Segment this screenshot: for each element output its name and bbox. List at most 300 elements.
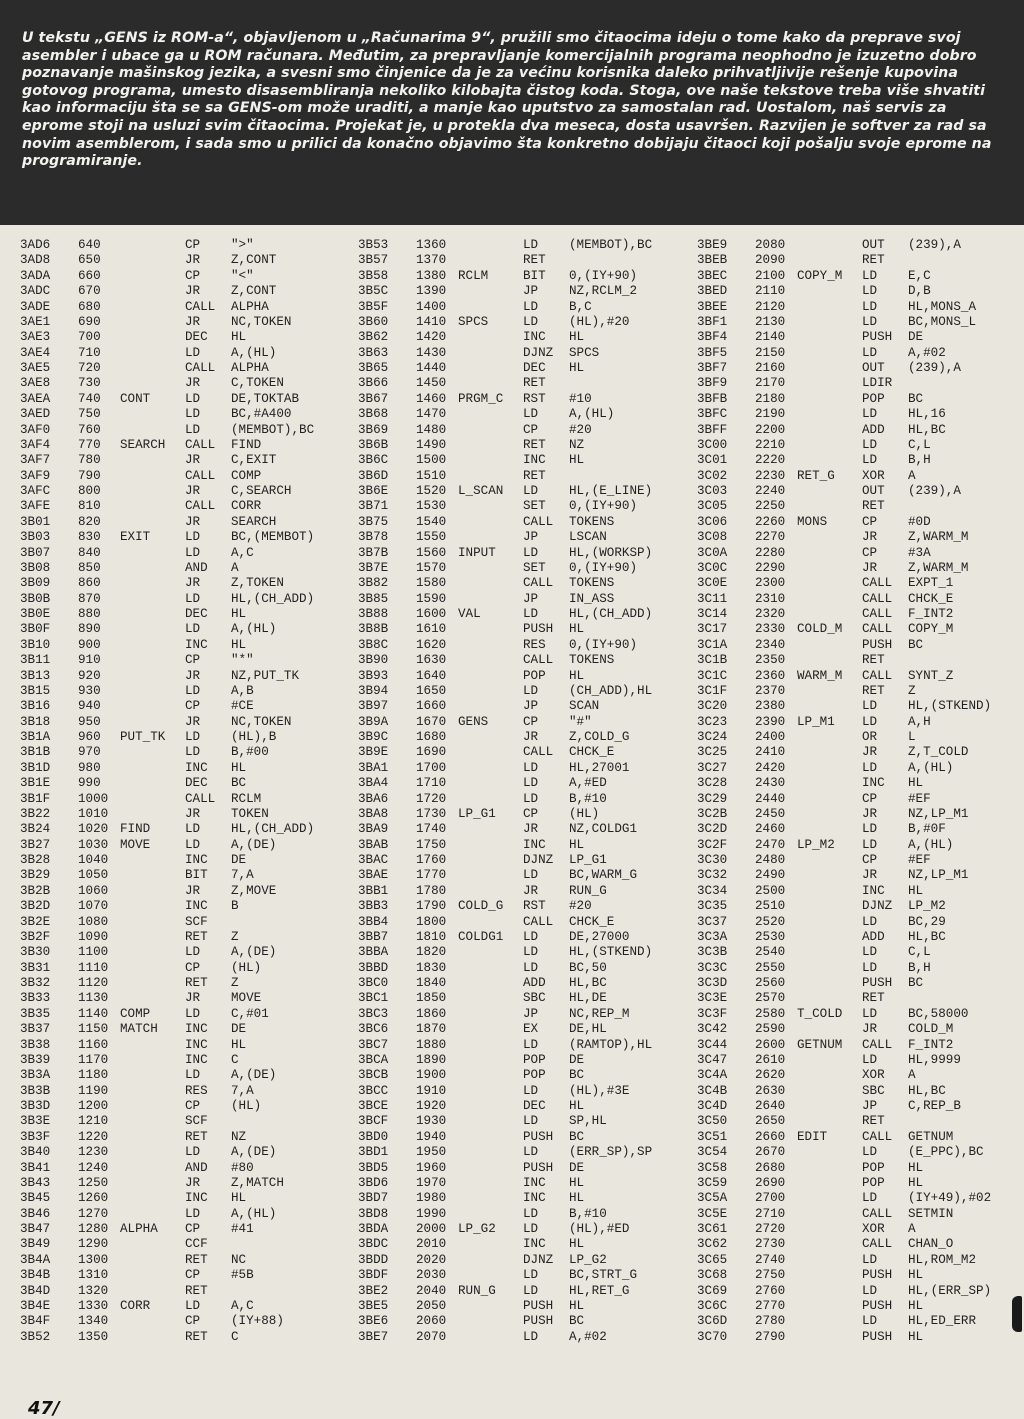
address: 3B18 xyxy=(20,714,51,729)
address: 3C06 xyxy=(697,514,728,529)
address: 3C1A xyxy=(697,637,728,652)
operand: C xyxy=(231,1052,239,1067)
line-number: 2630 xyxy=(755,1083,786,1098)
address: 3B08 xyxy=(20,560,51,575)
line-number: 2390 xyxy=(755,714,786,729)
line-number: 1370 xyxy=(416,253,447,268)
operand: (HL),#20 xyxy=(569,314,630,329)
address: 3C50 xyxy=(697,1114,728,1129)
operand: 0,(IY+90) xyxy=(569,499,638,514)
line-number: 2150 xyxy=(755,345,786,360)
mnemonic: LD xyxy=(185,1145,201,1160)
operand: A xyxy=(908,1222,916,1236)
operand: Z xyxy=(231,976,239,990)
operand: HL,MONS_A xyxy=(908,299,977,314)
line-number: 2300 xyxy=(755,576,786,591)
line-number: 2580 xyxy=(755,1006,786,1021)
operand: FIND xyxy=(231,437,262,452)
operand: A,(HL) xyxy=(231,622,277,637)
address: 3B9E xyxy=(358,745,389,760)
address: 3B38 xyxy=(20,1037,51,1052)
line-number: 730 xyxy=(78,376,101,391)
mnemonic: PUSH xyxy=(523,1314,554,1329)
mnemonic: LD xyxy=(523,945,539,960)
address: 3C70 xyxy=(697,1329,728,1344)
line-number: 1160 xyxy=(78,1037,109,1052)
mnemonic: AND xyxy=(185,560,208,575)
address: 3BF5 xyxy=(697,345,728,360)
address: 3B27 xyxy=(20,837,51,852)
address: 3BF1 xyxy=(697,314,728,329)
mnemonic: PUSH xyxy=(862,1268,893,1283)
operand: (239),A xyxy=(908,238,961,252)
operand: A xyxy=(231,560,239,575)
line-number: 1790 xyxy=(416,899,447,914)
address: 3C5A xyxy=(697,1191,728,1206)
operand: DE xyxy=(231,1022,247,1037)
address: 3B97 xyxy=(358,699,389,714)
operand: HL,DE xyxy=(569,991,607,1006)
mnemonic: LD xyxy=(185,391,201,406)
operand: BC xyxy=(569,1314,585,1329)
line-number: 2340 xyxy=(755,637,786,652)
label: MATCH xyxy=(120,1022,158,1037)
operand: NZ,COLDG1 xyxy=(569,822,638,837)
mnemonic: POP xyxy=(862,391,885,406)
mnemonic: JR xyxy=(862,806,878,821)
line-number: 1470 xyxy=(416,407,447,422)
mnemonic: SCF xyxy=(185,914,208,929)
mnemonic: JP xyxy=(862,1099,878,1113)
mnemonic: LD xyxy=(523,776,539,791)
line-number: 2400 xyxy=(755,730,786,744)
line-number: 2260 xyxy=(755,514,786,529)
label: SEARCH xyxy=(120,437,166,452)
address: 3B24 xyxy=(20,822,51,837)
operand: A xyxy=(908,1068,916,1083)
operand: (MEMBOT),BC xyxy=(231,422,315,437)
operand: TOKEN xyxy=(231,806,269,821)
line-number: 740 xyxy=(78,391,101,406)
line-number: 2460 xyxy=(755,822,786,837)
mnemonic: JR xyxy=(862,868,878,883)
address: 3B82 xyxy=(358,576,389,591)
line-number: 1890 xyxy=(416,1052,447,1067)
line-number: 910 xyxy=(78,653,101,668)
mnemonic: JR xyxy=(185,376,201,391)
mnemonic: AND xyxy=(185,1160,208,1175)
line-number: 1860 xyxy=(416,1006,447,1021)
address: 3BC0 xyxy=(358,976,389,990)
line-number: 1580 xyxy=(416,576,447,591)
mnemonic: LD xyxy=(862,914,878,929)
mnemonic: LD xyxy=(523,314,539,329)
mnemonic: CALL xyxy=(862,1129,893,1144)
address: 3C3B xyxy=(697,945,728,960)
line-number: 670 xyxy=(78,284,101,299)
operand: HL,BC xyxy=(569,976,607,990)
line-number: 980 xyxy=(78,760,101,775)
line-number: 2230 xyxy=(755,468,786,483)
mnemonic: LD xyxy=(523,1329,539,1344)
address: 3C11 xyxy=(697,591,728,606)
operand: B xyxy=(231,899,239,914)
mnemonic: CALL xyxy=(862,1206,893,1221)
operand: HL,BC xyxy=(908,1083,946,1098)
address: 3BF7 xyxy=(697,361,728,375)
mnemonic: RES xyxy=(185,1083,208,1098)
line-number: 820 xyxy=(78,514,101,529)
mnemonic: JR xyxy=(185,514,201,529)
mnemonic: OUT xyxy=(862,361,885,375)
line-number: 2470 xyxy=(755,837,786,852)
mnemonic: PUSH xyxy=(523,1129,554,1144)
address: 3AFE xyxy=(20,499,51,514)
mnemonic: LD xyxy=(523,760,539,775)
operand: B,H xyxy=(908,453,931,468)
address: 3B78 xyxy=(358,530,389,545)
mnemonic: CALL xyxy=(862,607,893,621)
mnemonic: LD xyxy=(523,545,539,560)
mnemonic: DJNZ xyxy=(523,345,554,360)
line-number: 660 xyxy=(78,268,101,283)
operand: DE xyxy=(569,1160,585,1175)
operand: COMP xyxy=(231,468,262,483)
operand: A,(HL) xyxy=(908,837,954,852)
mnemonic: CALL xyxy=(862,668,893,683)
line-number: 2620 xyxy=(755,1068,786,1083)
operand: Z,WARM_M xyxy=(908,560,969,575)
mnemonic: CP xyxy=(523,806,539,821)
operand: HL,(ERR_SP) xyxy=(908,1283,992,1298)
mnemonic: LD xyxy=(185,730,201,744)
address: 3B45 xyxy=(20,1191,51,1206)
operand: HL xyxy=(231,760,247,775)
label: CONT xyxy=(120,391,151,406)
operand: HL,(CH_ADD) xyxy=(231,822,315,837)
address: 3AEA xyxy=(20,391,51,406)
operand: F_INT2 xyxy=(908,607,954,621)
mnemonic: EX xyxy=(523,1022,539,1037)
operand: ALPHA xyxy=(231,361,269,375)
line-number: 1060 xyxy=(78,883,109,898)
mnemonic: PUSH xyxy=(862,1298,893,1313)
operand: SP,HL xyxy=(569,1114,607,1129)
operand: HL,ROM_M2 xyxy=(908,1252,977,1267)
label: COMP xyxy=(120,1006,151,1021)
mnemonic: LD xyxy=(523,960,539,975)
address: 3B52 xyxy=(20,1329,51,1344)
operand: HL xyxy=(569,1099,585,1113)
address: 3BFC xyxy=(697,407,728,422)
mnemonic: DEC xyxy=(185,776,208,791)
line-number: 2780 xyxy=(755,1314,786,1329)
address: 3C3E xyxy=(697,991,728,1006)
line-number: 1940 xyxy=(416,1129,447,1144)
mnemonic: LD xyxy=(185,545,201,560)
mnemonic: POP xyxy=(523,1052,546,1067)
mnemonic: LD xyxy=(185,1206,201,1221)
operand: A,(HL) xyxy=(231,1206,277,1221)
line-number: 1810 xyxy=(416,929,447,944)
address: 3B68 xyxy=(358,407,389,422)
mnemonic: RET xyxy=(862,1114,885,1129)
line-number: 710 xyxy=(78,345,101,360)
address: 3BB4 xyxy=(358,914,389,929)
mnemonic: JR xyxy=(185,991,201,1006)
line-number: 1800 xyxy=(416,914,447,929)
address: 3C29 xyxy=(697,791,728,806)
address: 3B32 xyxy=(20,976,51,990)
address: 3B30 xyxy=(20,945,51,960)
address: 3BF9 xyxy=(697,376,728,391)
mnemonic: LD xyxy=(523,607,539,621)
operand: A,#02 xyxy=(908,345,946,360)
mnemonic: CALL xyxy=(523,653,554,668)
address: 3C28 xyxy=(697,776,728,791)
line-number: 1390 xyxy=(416,284,447,299)
address: 3C0C xyxy=(697,560,728,575)
address: 3C0E xyxy=(697,576,728,591)
line-number: 2220 xyxy=(755,453,786,468)
address: 3C0A xyxy=(697,545,728,560)
label: COLDG1 xyxy=(458,929,504,944)
address: 3B22 xyxy=(20,806,51,821)
operand: DE xyxy=(569,1052,585,1067)
line-number: 1100 xyxy=(78,945,109,960)
operand: DE,27000 xyxy=(569,929,630,944)
mnemonic: RES xyxy=(523,637,546,652)
operand: "<" xyxy=(231,268,254,283)
mnemonic: LD xyxy=(523,1114,539,1129)
line-number: 2290 xyxy=(755,560,786,575)
address: 3C27 xyxy=(697,760,728,775)
mnemonic: JR xyxy=(185,576,201,591)
mnemonic: LD xyxy=(185,530,201,545)
line-number: 2330 xyxy=(755,622,786,637)
operand: TOKENS xyxy=(569,653,615,668)
mnemonic: JP xyxy=(523,530,539,545)
address: 3B3E xyxy=(20,1114,51,1129)
mnemonic: POP xyxy=(523,1068,546,1083)
operand: LP_G2 xyxy=(569,1252,607,1267)
operand: BC,#A400 xyxy=(231,407,292,422)
operand: NZ,LP_M1 xyxy=(908,868,969,883)
mnemonic: INC xyxy=(523,1237,546,1252)
line-number: 1540 xyxy=(416,514,447,529)
address: 3AE4 xyxy=(20,345,51,360)
line-number: 2170 xyxy=(755,376,786,391)
address: 3BA8 xyxy=(358,806,389,821)
line-number: 1420 xyxy=(416,330,447,345)
mnemonic: LD xyxy=(185,407,201,422)
line-number: 1690 xyxy=(416,745,447,760)
line-number: 1730 xyxy=(416,806,447,821)
address: 3C69 xyxy=(697,1283,728,1298)
mnemonic: PUSH xyxy=(523,622,554,637)
address: 3B49 xyxy=(20,1237,51,1252)
mnemonic: JR xyxy=(523,822,539,837)
mnemonic: RET xyxy=(185,976,208,990)
mnemonic: INC xyxy=(523,330,546,345)
line-number: 1670 xyxy=(416,714,447,729)
mnemonic: LD xyxy=(862,1191,878,1206)
label: RET_G xyxy=(797,468,835,483)
mnemonic: XOR xyxy=(862,1068,885,1083)
line-number: 2130 xyxy=(755,314,786,329)
address: 3BCA xyxy=(358,1052,389,1067)
address: 3C23 xyxy=(697,714,728,729)
operand: E,C xyxy=(908,268,931,283)
mnemonic: LD xyxy=(862,837,878,852)
mnemonic: PUSH xyxy=(862,976,893,990)
line-number: 920 xyxy=(78,668,101,683)
operand: MOVE xyxy=(231,991,262,1006)
mnemonic: PUSH xyxy=(862,637,893,652)
mnemonic: LD xyxy=(862,437,878,452)
address: 3AE3 xyxy=(20,330,51,345)
address: 3B46 xyxy=(20,1206,51,1221)
address: 3C3F xyxy=(697,1006,728,1021)
mnemonic: JP xyxy=(523,1006,539,1021)
page-number: 47/ xyxy=(28,1398,60,1419)
operand: HL xyxy=(569,1298,585,1313)
operand: BC,(MEMBOT) xyxy=(231,530,315,545)
mnemonic: CALL xyxy=(862,1037,893,1052)
line-number: 1260 xyxy=(78,1191,109,1206)
mnemonic: DEC xyxy=(185,607,208,621)
operand: BC,58000 xyxy=(908,1006,969,1021)
line-number: 2380 xyxy=(755,699,786,714)
mnemonic: LD xyxy=(862,822,878,837)
line-number: 1270 xyxy=(78,1206,109,1221)
line-number: 1050 xyxy=(78,868,109,883)
operand: HL xyxy=(908,883,924,898)
line-number: 640 xyxy=(78,238,101,252)
operand: HL,9999 xyxy=(908,1052,961,1067)
mnemonic: JR xyxy=(185,806,201,821)
address: 3B31 xyxy=(20,960,51,975)
address: 3B75 xyxy=(358,514,389,529)
mnemonic: CP xyxy=(185,699,201,714)
operand: L xyxy=(908,730,916,744)
operand: NZ,LP_M1 xyxy=(908,806,969,821)
label: MONS xyxy=(797,514,828,529)
address: 3C37 xyxy=(697,914,728,929)
label: PRGM_C xyxy=(458,391,504,406)
operand: A,H xyxy=(908,714,931,729)
operand: Z,T_COLD xyxy=(908,745,969,760)
address: 3B2B xyxy=(20,883,51,898)
address: 3B40 xyxy=(20,1145,51,1160)
operand: HL,(STKEND) xyxy=(908,699,992,714)
mnemonic: LD xyxy=(185,837,201,852)
line-number: 900 xyxy=(78,637,101,652)
mnemonic: CP xyxy=(862,853,878,867)
mnemonic: RST xyxy=(523,391,546,406)
address: 3B3F xyxy=(20,1129,51,1144)
operand: BC,WARM_G xyxy=(569,868,638,883)
operand: Z,CONT xyxy=(231,253,277,268)
address: 3C2B xyxy=(697,806,728,821)
line-number: 960 xyxy=(78,730,101,744)
label: COLD_G xyxy=(458,899,504,914)
line-number: 1170 xyxy=(78,1052,109,1067)
line-number: 2250 xyxy=(755,499,786,514)
operand: HL xyxy=(231,1191,247,1206)
address: 3B1D xyxy=(20,760,51,775)
operand: #10 xyxy=(569,391,592,406)
page-edge-marker xyxy=(1012,1296,1022,1332)
operand: "#" xyxy=(569,714,592,729)
address: 3BD6 xyxy=(358,1175,389,1190)
line-number: 1350 xyxy=(78,1329,109,1344)
line-number: 1630 xyxy=(416,653,447,668)
mnemonic: ADD xyxy=(862,422,885,437)
line-number: 1410 xyxy=(416,314,447,329)
operand: (CH_ADD),HL xyxy=(569,683,653,698)
mnemonic: LD xyxy=(523,238,539,252)
operand: #20 xyxy=(569,899,592,914)
operand: Z,MATCH xyxy=(231,1175,284,1190)
line-number: 2770 xyxy=(755,1298,786,1313)
mnemonic: CP xyxy=(862,545,878,560)
operand: HL,BC xyxy=(908,929,946,944)
address: 3B2E xyxy=(20,914,51,929)
line-number: 780 xyxy=(78,453,101,468)
address: 3B4A xyxy=(20,1252,51,1267)
operand: HL xyxy=(231,1037,247,1052)
line-number: 1140 xyxy=(78,1006,109,1021)
address: 3B63 xyxy=(358,345,389,360)
address: 3AFC xyxy=(20,484,51,498)
operand: 0,(IY+90) xyxy=(569,637,638,652)
mnemonic: SCF xyxy=(185,1114,208,1129)
line-number: 2680 xyxy=(755,1160,786,1175)
operand: A,(HL) xyxy=(231,345,277,360)
operand: CHAN_O xyxy=(908,1237,954,1252)
line-number: 1500 xyxy=(416,453,447,468)
line-number: 1210 xyxy=(78,1114,109,1129)
line-number: 2570 xyxy=(755,991,786,1006)
mnemonic: PUSH xyxy=(862,330,893,345)
line-number: 1900 xyxy=(416,1068,447,1083)
line-number: 2740 xyxy=(755,1252,786,1267)
operand: HL xyxy=(569,1237,585,1252)
mnemonic: RET xyxy=(185,929,208,944)
line-number: 2700 xyxy=(755,1191,786,1206)
line-number: 2520 xyxy=(755,914,786,929)
operand: Z xyxy=(908,683,916,698)
address: 3B07 xyxy=(20,545,51,560)
address: 3C08 xyxy=(697,530,728,545)
operand: SCAN xyxy=(569,699,600,714)
address: 3BD8 xyxy=(358,1206,389,1221)
line-number: 810 xyxy=(78,499,101,514)
address: 3B1A xyxy=(20,730,51,744)
address: 3B9C xyxy=(358,730,389,744)
mnemonic: INC xyxy=(862,776,885,791)
line-number: 850 xyxy=(78,560,101,575)
label: COPY_M xyxy=(797,268,843,283)
line-number: 1020 xyxy=(78,822,109,837)
address: 3ADC xyxy=(20,284,51,299)
mnemonic: INC xyxy=(185,853,208,867)
line-number: 2450 xyxy=(755,806,786,821)
address: 3B39 xyxy=(20,1052,51,1067)
label: PUT_TK xyxy=(120,730,166,744)
operand: A,#02 xyxy=(569,1329,607,1344)
